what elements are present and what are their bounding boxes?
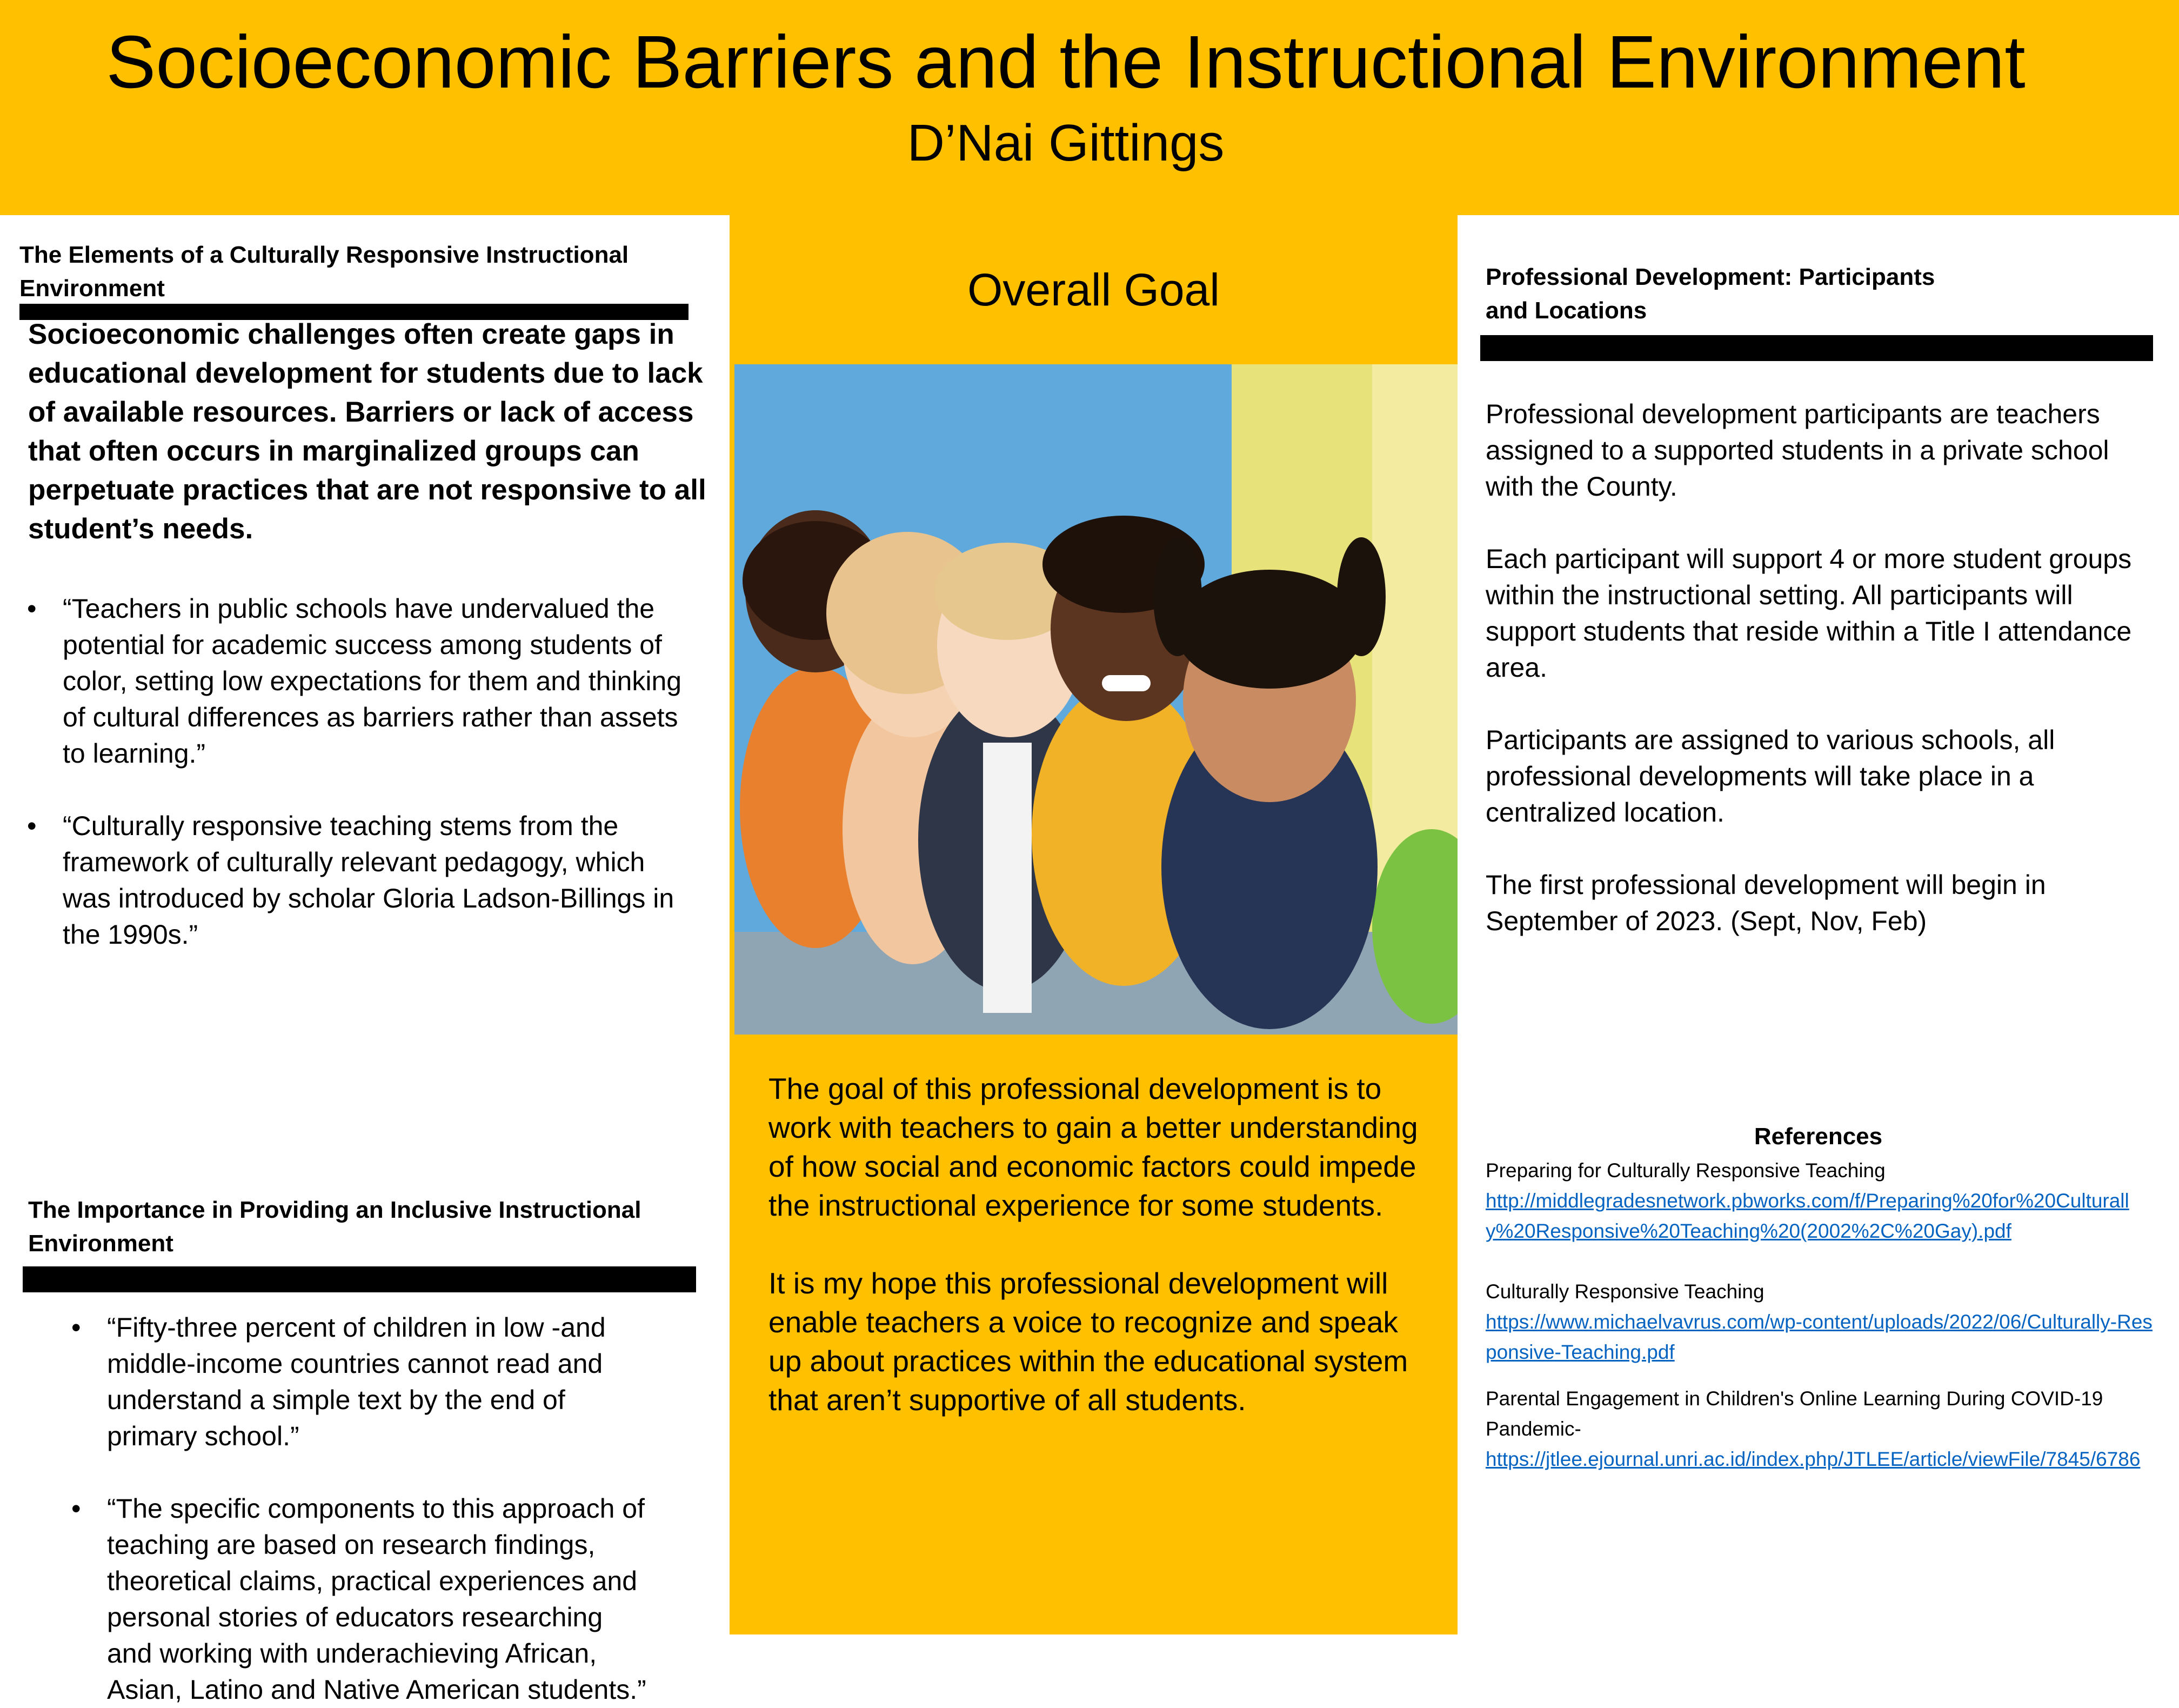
participants-paragraph: Each participant will support 4 or more student groups within the instructional setting. All participants will support students that reside within a Title I attendance area.: [1486, 544, 2132, 683]
reference-title: Culturally Responsive Teaching: [1486, 1280, 1764, 1303]
quote-list-1: [27, 591, 686, 953]
intro-paragraph: Socioeconomic challenges often create gaps in educational development for students due to lack of available resources. Barriers or lack of access that often occurs in marginalized groups can perpetuate practices that are not responsive to all student’s needs.: [28, 318, 706, 545]
section-heading-elements: The Elements of a Culturally Responsive Instructional Environment: [19, 242, 629, 302]
goal-paragraph: It is my hope this professional development will enable teachers a voice to recognize and speak up about practices within the educational system that aren’t supportive of all students.: [768, 1266, 1408, 1417]
section-divider: [23, 1266, 696, 1292]
poster-title: Socioeconomic Barriers and the Instructional Environment: [106, 21, 2026, 104]
bullet-icon: •: [27, 811, 37, 841]
children-photo: [734, 364, 1458, 1035]
bullet-icon: •: [27, 593, 37, 624]
participants-text: [1486, 396, 2161, 976]
participants-paragraph: Professional development participants are teachers assigned to a supported students in a private school with the County.: [1486, 399, 2109, 502]
list-item: [27, 591, 686, 772]
list-item: [27, 808, 686, 953]
reference-link[interactable]: http://middlegradesnetwork.pbworks.com/f/Preparing%20for%20Culturally%20Responsive%20Teaching%20(2002%2C%20Gay).pdf: [1486, 1190, 2129, 1242]
quote-text: “Teachers in public schools have undervalued the potential for academic success among students of color, setting low expectations for them and thinking of cultural differences as barriers rather than assets to learning.”: [63, 593, 682, 769]
references-list: [1486, 1156, 2156, 1491]
poster-header: [0, 0, 2179, 215]
reference-link[interactable]: https://www.michaelvavrus.com/wp-content/uploads/2022/06/Culturally-Responsive-Teaching.pdf: [1486, 1311, 2153, 1363]
reference-item: [1486, 1384, 2156, 1475]
middle-column: [730, 215, 1458, 1634]
section-heading-importance: The Importance in Providing an Inclusive Instructional Environment: [28, 1197, 641, 1257]
list-item: [71, 1491, 655, 1708]
section-heading-participants: Professional Development: Participants and Locations: [1486, 264, 1935, 324]
reference-item: [1486, 1277, 2156, 1367]
goal-paragraph: The goal of this professional development is to work with teachers to gain a better understanding of how social and economic factors could impede the instructional experience for some students.: [768, 1072, 1418, 1222]
poster-author: D’Nai Gittings: [907, 114, 1225, 172]
section-divider: [1480, 335, 2153, 361]
left-column: [0, 215, 730, 1705]
reference-link[interactable]: https://jtlee.ejournal.unri.ac.id/index.php/JTLEE/article/viewFile/7845/6786: [1486, 1448, 2141, 1470]
bullet-icon: •: [71, 1312, 81, 1343]
goal-text: [768, 1069, 1428, 1458]
bullet-icon: •: [71, 1493, 81, 1524]
list-item: [71, 1310, 655, 1455]
quote-text: “Culturally responsive teaching stems from the framework of culturally relevant pedagogy, which was introduced by scholar Gloria Ladson-Billings in the 1990s.”: [63, 811, 674, 950]
references-title: References: [1754, 1123, 1883, 1150]
reference-item: [1486, 1156, 2156, 1246]
participants-paragraph: The first professional development will begin in September of 2023. (Sept, Nov, Feb): [1486, 870, 2046, 936]
quote-text: “Fifty-three percent of children in low -and middle-income countries cannot read and understand a simple text by the end of primary school.”: [107, 1312, 606, 1451]
quote-list-2: [71, 1310, 655, 1708]
participants-paragraph: Participants are assigned to various schools, all professional developments will take place in a centralized location.: [1486, 725, 2055, 828]
reference-title: Preparing for Culturally Responsive Teaching: [1486, 1159, 1886, 1182]
goal-heading: Overall Goal: [967, 264, 1220, 315]
reference-title: Parental Engagement in Children's Online Learning During COVID-19 Pandemic-: [1486, 1387, 2103, 1440]
quote-text: “The specific components to this approach of teaching are based on research findings, theoretical claims, practical experiences and personal stories of educators researching and working with underachieving African, Asian, Latino and Native American students.”: [107, 1493, 646, 1705]
right-column: [1458, 215, 2179, 1634]
